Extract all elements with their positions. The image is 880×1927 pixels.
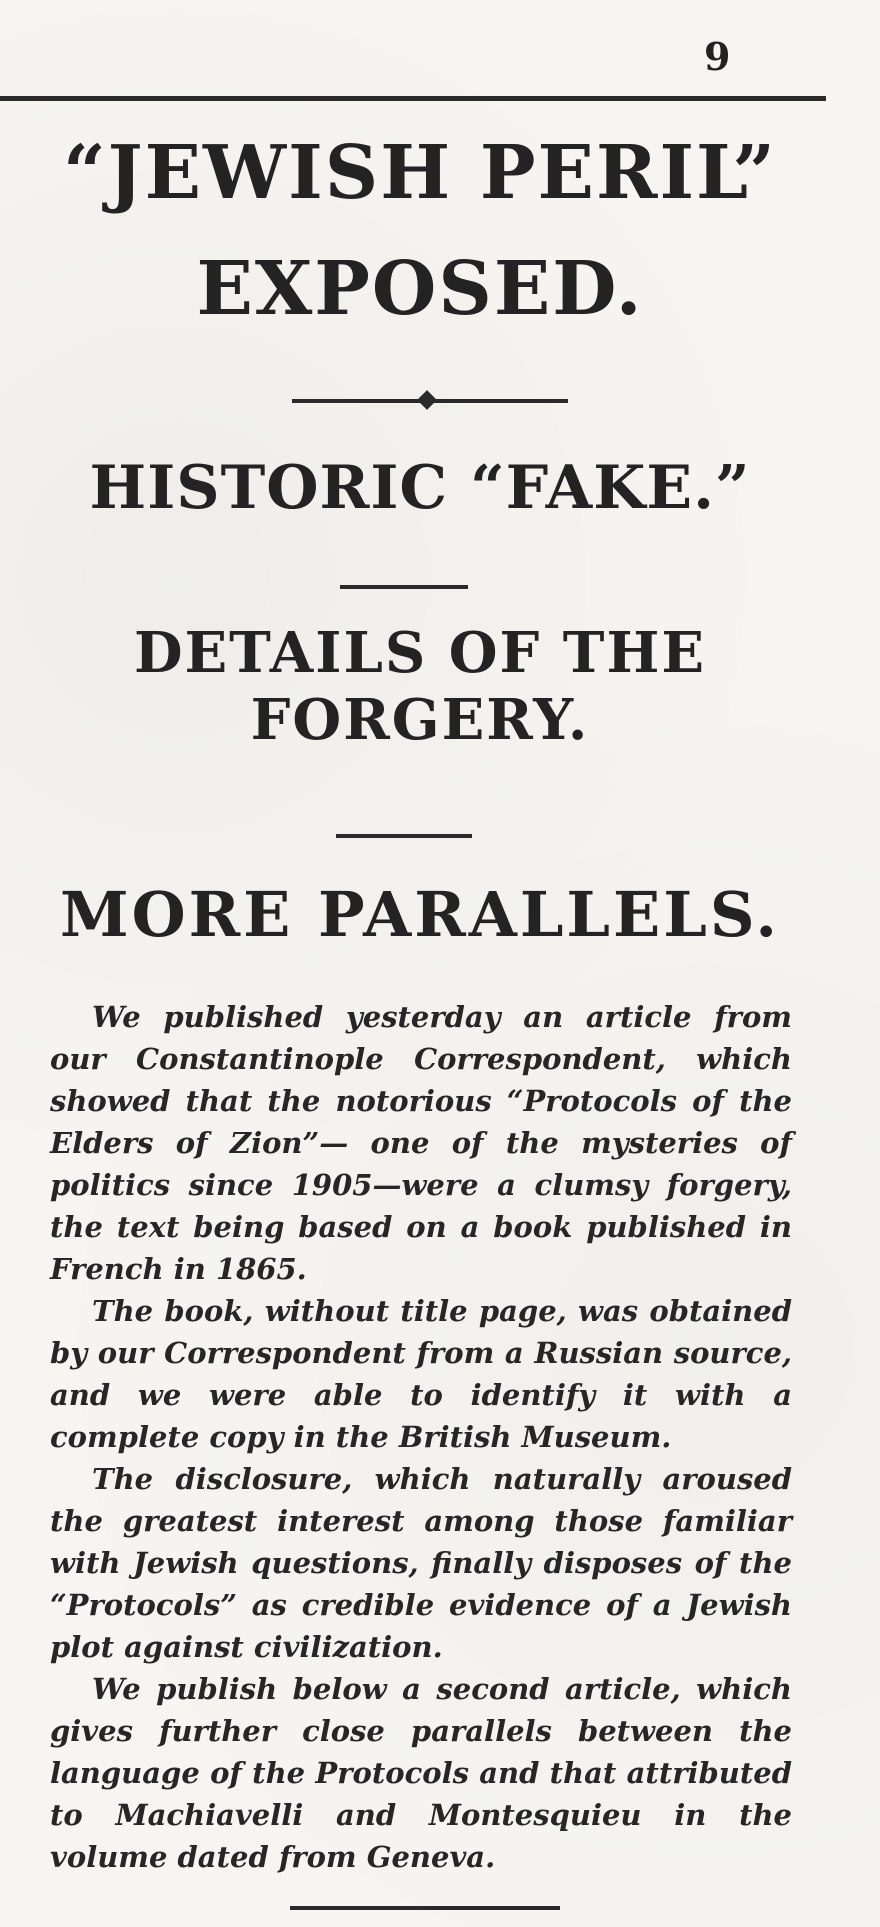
- divider-rule: [340, 585, 468, 589]
- divider-rule: [336, 834, 472, 838]
- headline-historic-fake: HISTORIC “FAKE.”: [89, 453, 751, 523]
- headline-more-parallels: MORE PARALLELS.: [59, 878, 781, 951]
- headline-details-of-forgery: [0, 620, 840, 754]
- headline-details-line2: FORGERY.: [250, 687, 590, 754]
- page-number: 9: [704, 34, 731, 79]
- headline-exposed: EXPOSED.: [196, 246, 644, 332]
- headline-details-line1: DETAILS OF THE: [133, 620, 707, 686]
- article-paragraph: The disclosure, which naturally aroused the greatest interest among those familiar with Jewish questions, finally disposes of the “Protocols” as credible evidence of a Jewish plot against civilization.: [50, 1462, 792, 1664]
- article-paragraph: We publish below a second article, which gives further close parallels between the language of the Protocols and that attributed to Machiavelli and Montesquieu in the volume dated from Geneva.: [50, 1672, 792, 1874]
- headline-jewish-peril: “JEWISH PERIL”: [63, 130, 777, 216]
- divider-diamond: [417, 390, 437, 410]
- top-rule: [0, 96, 826, 101]
- article-body: [50, 996, 792, 1878]
- article-paragraph: The book, without title page, was obtained by our Correspondent from a Russian source, and we were able to identify it with a complete copy in the British Museum.: [50, 1294, 792, 1454]
- bottom-rule: [290, 1906, 560, 1910]
- article-paragraph: We published yesterday an article from our Constantinople Correspondent, which showed that the notorious “Protocols of the Elders of Zion”— one of the mysteries of politics since 1905—were a clumsy forgery, the text being based on a book published in French in 1865.: [50, 1000, 792, 1286]
